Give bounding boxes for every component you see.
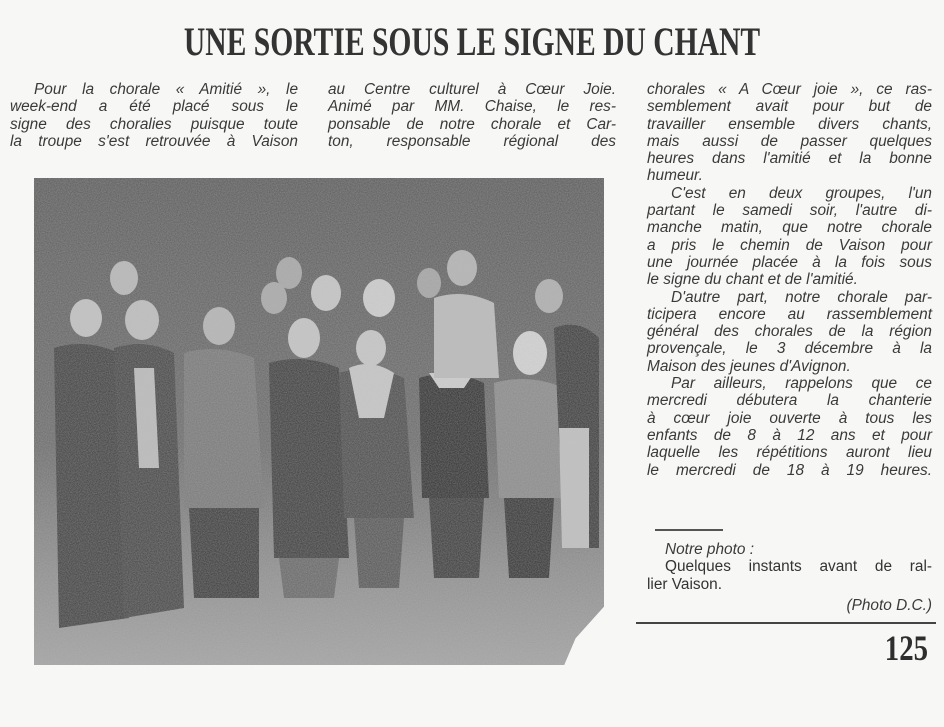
paragraph bbox=[647, 289, 932, 375]
group-photo-image bbox=[34, 178, 604, 665]
text-line: le signe du chant et de l'amitié. bbox=[647, 271, 858, 289]
paragraph bbox=[647, 81, 932, 185]
paragraph bbox=[647, 185, 932, 289]
text-line: C'est en deux groupes, l'un bbox=[671, 184, 932, 202]
photo-credit: (Photo D.C.) bbox=[846, 597, 932, 614]
text-line: mais aussi de passer quelques bbox=[647, 132, 932, 150]
text-line: humeur. bbox=[647, 167, 703, 185]
text-line: au Centre culturel à Cœur Joie. bbox=[328, 81, 616, 98]
text-line: provençale, le 3 décembre à la bbox=[647, 340, 932, 358]
text-line: ponsable de notre chorale et Car- bbox=[328, 115, 616, 133]
text-line: le mercredi de 18 à 19 heures. bbox=[647, 461, 932, 479]
text-line: D'autre part, notre chorale par- bbox=[671, 288, 932, 306]
text-line: Par ailleurs, rappelons que ce bbox=[671, 375, 932, 393]
text-line: Maison des jeunes d'Avignon. bbox=[647, 357, 851, 375]
text-line: ton, responsable régional des bbox=[328, 132, 616, 150]
text-line: manche matin, que notre chorale bbox=[647, 219, 932, 237]
article-column-1 bbox=[10, 81, 298, 150]
article-column-2 bbox=[328, 81, 616, 150]
group-photo bbox=[34, 178, 604, 665]
text-line: la troupe s'est retrouvée à Vaison bbox=[10, 132, 298, 150]
page-number: 125 bbox=[884, 628, 928, 668]
text-line: semblement avait pour but de bbox=[647, 98, 932, 116]
caption-line: Quelques instants avant de ral- bbox=[665, 558, 932, 575]
text-line: laquelle les répétitions auront lieu bbox=[647, 444, 932, 462]
text-line: une journée placée à la fois sous bbox=[647, 253, 932, 271]
text-line: enfants de 8 à 12 ans et pour bbox=[647, 426, 932, 444]
text-line: mercredi débutera la chanterie bbox=[647, 392, 932, 410]
text-line: week-end a été placé sous le bbox=[10, 98, 298, 116]
headline: UNE SORTIE SOUS LE SIGNE DU CHANT bbox=[183, 19, 761, 64]
article-column-3 bbox=[647, 81, 932, 479]
caption-line: lier Vaison. bbox=[647, 576, 722, 593]
photo-caption bbox=[647, 558, 932, 594]
paragraph bbox=[647, 375, 932, 479]
text-line: heures dans l'amitié et la bonne bbox=[647, 150, 932, 168]
text-line: chorales « A Cœur joie », ce ras- bbox=[647, 81, 932, 98]
caption-separator bbox=[655, 529, 723, 531]
text-line: Pour la chorale « Amitié », le bbox=[34, 81, 298, 98]
text-line: général des chorales de la région bbox=[647, 323, 932, 341]
photo-grain bbox=[34, 178, 604, 665]
text-line: à cœur joie ouverte à tous les bbox=[647, 409, 932, 427]
caption-label: Notre photo : bbox=[665, 541, 754, 558]
text-line: Animé par MM. Chaise, le res- bbox=[328, 98, 616, 116]
text-line: travailler ensemble divers chants, bbox=[647, 115, 932, 133]
footer-rule bbox=[636, 622, 936, 624]
text-line: partant le samedi soir, l'autre di- bbox=[647, 202, 932, 220]
text-line: signe des choralies puisque toute bbox=[10, 115, 298, 133]
text-line: ticipera encore au rassemblement bbox=[647, 305, 932, 323]
text-line: a pris le chemin de Vaison pour bbox=[647, 236, 932, 254]
